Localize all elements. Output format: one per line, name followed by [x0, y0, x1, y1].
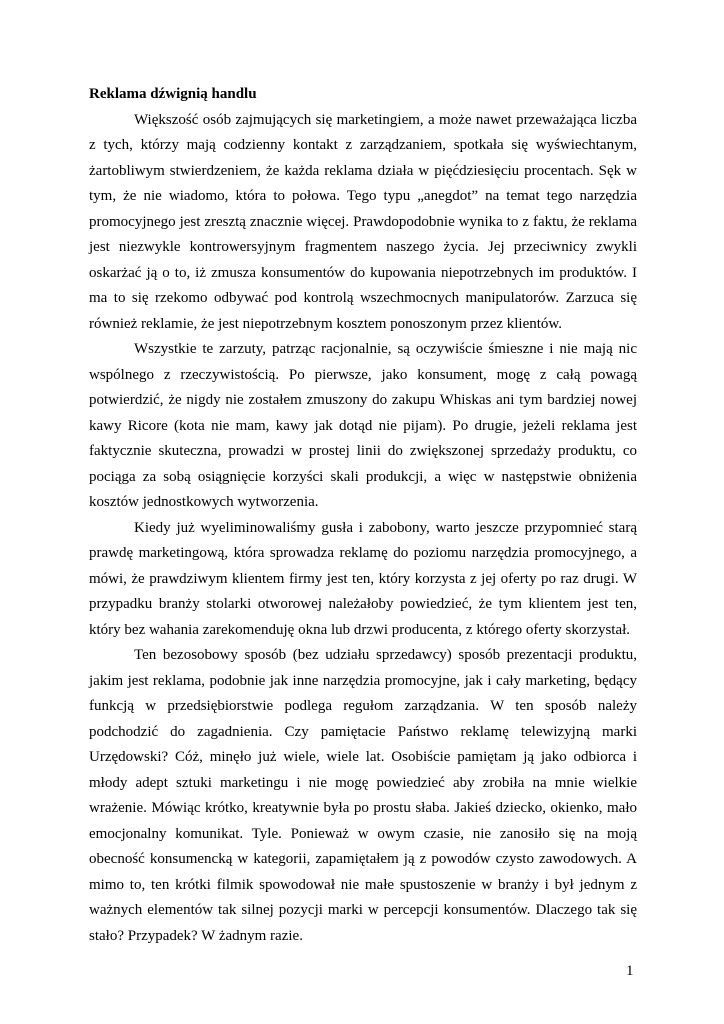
page-number: 1: [626, 963, 634, 979]
paragraph-3: Kiedy już wyeliminowaliśmy gusła i zabobony, warto jeszcze przypomnieć starą prawdę marketingową, która sprowadza reklamę do poziomu narzędzia promocyjnego, a mówi, że prawdziwym klientem firmy jest ten, który korzysta z jej oferty po raz drugi. W przypadku branży stolarki otworowej należałoby powiedzieć, że tym klientem jest ten, który bez wahania zarekomenduję okna lub drzwi producenta, z którego oferty skorzystał.: [89, 519, 637, 638]
document-body: [89, 82, 637, 949]
paragraph-1: Większość osób zajmujących się marketingiem, a może nawet przeważająca liczba z tych, którzy mają codzienny kontakt z zarządzaniem, spotkała się wyświechtanym, żartobliwym stwierdzeniem, że każda reklama działa w pięćdziesięciu procentach. Sęk w tym, że nie wiadomo, która to połowa. Tego typu „anegdot” na temat tego narzędzia promocyjnego jest zresztą znacznie więcej. Prawdopodobnie wynika to z faktu, że reklama jest niezwykle kontrowersyjnym fragmentem naszego życia. Jej przeciwnicy zwykli oskarżać ją o to, iż zmusza konsumentów do kupowania niepotrzebnych im produktów. I ma to się rzekomo odbywać pod kontrolą wszechmocnych manipulatorów. Zarzuca się również reklamie, że jest niepotrzebnym kosztem ponoszonym przez klientów.: [89, 111, 637, 332]
document-title: Reklama dźwignią handlu: [89, 86, 257, 102]
paragraph-4: Ten bezosobowy sposób (bez udziału sprzedawcy) sposób prezentacji produktu, jakim jest reklama, podobnie jak inne narzędzia promocyjne, jak i cały marketing, będący funkcją w przedsiębiorstwie podlega regułom zarządzania. W ten sposób należy podchodzić do zagadnienia. Czy pamiętacie Państwo reklamę telewizyjną marki Urzędowski? Cóż, minęło już wiele, wiele lat. Osobiście pamiętam ją jako odbiorca i młody adept sztuki marketingu i nie mogę powiedzieć aby zrobiła na mnie wielkie wrażenie. Mówiąc krótko, kreatywnie była po prostu słaba. Jakieś dziecko, okienko, mało emocjonalny komunikat. Tyle. Ponieważ w owym czasie, nie zanosiło się na moją obecność konsumencką w kategorii, zapamiętałem ją z powodów czysto zawodowych. A mimo to, ten krótki filmik spowodował nie małe spustoszenie w branży i był jednym z ważnych elementów tak silnej pozycji marki w percepcji konsumentów. Dlaczego tak się stało? Przypadek? W żadnym razie.: [89, 647, 637, 944]
paragraph-2: Wszystkie te zarzuty, patrząc racjonalnie, są oczywiście śmieszne i nie mają nic wspólnego z rzeczywistością. Po pierwsze, jako konsument, mogę z całą powagą potwierdzić, że nigdy nie zostałem zmuszony do zakupu Whiskas ani tym bardziej nowej kawy Ricore (kota nie mam, kawy jak dotąd nie pijam). Po drugie, jeżeli reklama jest faktycznie skuteczna, prowadzi w prostej linii do zwiększonej sprzedaży produktu, co pociąga za sobą osiągnięcie korzyści skali produkcji, a więc w następstwie obniżenia kosztów jednostkowych wytworzenia.: [89, 341, 637, 510]
